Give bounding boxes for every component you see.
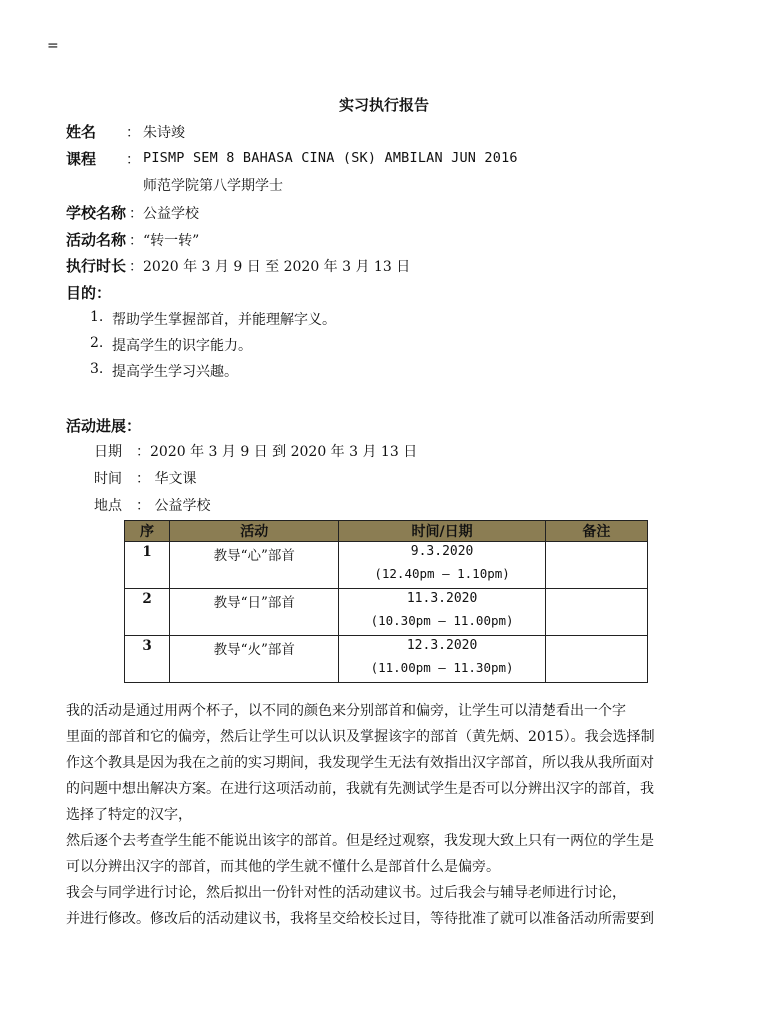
report-title: 实习执行报告 — [338, 96, 429, 114]
header-time-date: 时间/日期 — [339, 521, 545, 542]
paragraph-line: 我会与同学进行讨论，然后拟出一份针对性的活动建议书。过后我会与辅导老师进行讨论， — [66, 885, 626, 901]
progress-place-value: ： 公益学校 — [136, 498, 211, 514]
page-marker: = — [47, 38, 59, 54]
duration-value: 2020 年 3 月 9 日 至 2020 年 3 月 13 日 — [143, 259, 411, 275]
row-time-date — [339, 589, 545, 636]
course-separator: ： — [126, 152, 140, 168]
progress-label: 活动进展： — [66, 417, 142, 435]
course-label: 课程 — [66, 150, 97, 168]
activity-label: 活动名称 — [66, 231, 127, 249]
table-row — [125, 589, 648, 636]
goal-number: 2. — [90, 335, 104, 351]
schedule-table — [124, 520, 648, 683]
paragraph-line: 里面的部首和它的偏旁，然后让学生可以认识及掌握该字的部首（黄先炳、2015）。我会选择制 — [66, 729, 655, 745]
progress-place-key: 地点 — [94, 498, 122, 514]
name-label: 姓名 — [66, 123, 97, 141]
table-header-row — [125, 521, 648, 542]
course-value: PISMP SEM 8 BAHASA CINA (SK) AMBILAN JUN 2016 — [143, 150, 518, 166]
paragraph-line: 的问题中想出解决方案。在进行这项活动前，我就有先测试学生是否可以分辨出汉字的部首，我 — [66, 781, 654, 797]
paragraph-line: 我的活动是通过用两个杯子，以不同的颜色来分别部首和偏旁，让学生可以清楚看出一个字 — [66, 703, 626, 719]
paragraph-line: 然后逐个去考查学生能不能说出该字的部首。但是经过观察，我发现大致上只有一两位的学生是 — [66, 833, 654, 849]
row-activity: 教导“心”部首 — [170, 542, 339, 589]
row-note — [545, 589, 647, 636]
progress-time-key: 时间 — [94, 471, 122, 487]
goal-item: 帮助学生掌握部首，并能理解字义。 — [112, 312, 336, 328]
row-time: (12.40pm – 1.10pm) — [374, 566, 510, 581]
row-date: 9.3.2020 — [410, 544, 474, 559]
school-label: 学校名称 — [66, 204, 127, 222]
name-value: 朱诗竣 — [143, 125, 185, 141]
body-paragraph-2 — [66, 880, 710, 932]
table-row — [125, 636, 648, 683]
table-row — [125, 542, 648, 589]
row-seq: 2 — [125, 589, 170, 636]
progress-date-key: 日期 — [94, 444, 122, 460]
goal-item: 提高学生学习兴趣。 — [112, 364, 238, 380]
name-separator: ： — [126, 125, 140, 141]
duration-separator: ： — [129, 259, 143, 275]
school-separator: ： — [129, 206, 143, 222]
row-activity: 教导“日”部首 — [170, 589, 339, 636]
body-paragraph-1 — [66, 698, 710, 880]
row-time: (11.00pm – 11.30pm) — [370, 660, 514, 675]
paragraph-line: 并进行修改。修改后的活动建议书，我将呈交给校长过目，等待批准了就可以准备活动所需要到 — [66, 911, 654, 927]
activity-value: “转一转” — [143, 233, 200, 249]
row-date: 11.3.2020 — [406, 591, 478, 606]
row-activity: 教导“火”部首 — [170, 636, 339, 683]
progress-time-value: ： 华文课 — [136, 471, 197, 487]
row-note — [545, 636, 647, 683]
paragraph-line: 选择了特定的汉字， — [66, 807, 192, 823]
row-time-date — [339, 542, 545, 589]
goals-label: 目的： — [66, 284, 112, 302]
header-seq: 序 — [125, 521, 170, 542]
paragraph-line: 可以分辨出汉字的部首，而其他的学生就不懂什么是部首什么是偏旁。 — [66, 859, 500, 875]
row-note — [545, 542, 647, 589]
course-value-line2: 师范学院第八学期学士 — [143, 178, 283, 194]
row-date: 12.3.2020 — [406, 638, 478, 653]
goal-item: 提高学生的识字能力。 — [112, 338, 252, 354]
school-value: 公益学校 — [143, 206, 199, 222]
header-note: 备注 — [545, 521, 647, 542]
duration-label: 执行时长 — [66, 257, 127, 275]
row-time: (10.30pm – 11.00pm) — [370, 613, 514, 628]
row-time-date — [339, 636, 545, 683]
header-activity: 活动 — [170, 521, 339, 542]
paragraph-line: 作这个教具是因为我在之前的实习期间，我发现学生无法有效指出汉字部首，所以我从我所面对 — [66, 755, 654, 771]
progress-date-value: ：2020 年 3 月 9 日 到 2020 年 3 月 13 日 — [136, 444, 418, 460]
goal-number: 3. — [90, 361, 104, 377]
activity-separator: ： — [129, 233, 143, 249]
row-seq: 1 — [125, 542, 170, 589]
goal-number: 1. — [90, 309, 104, 325]
row-seq: 3 — [125, 636, 170, 683]
